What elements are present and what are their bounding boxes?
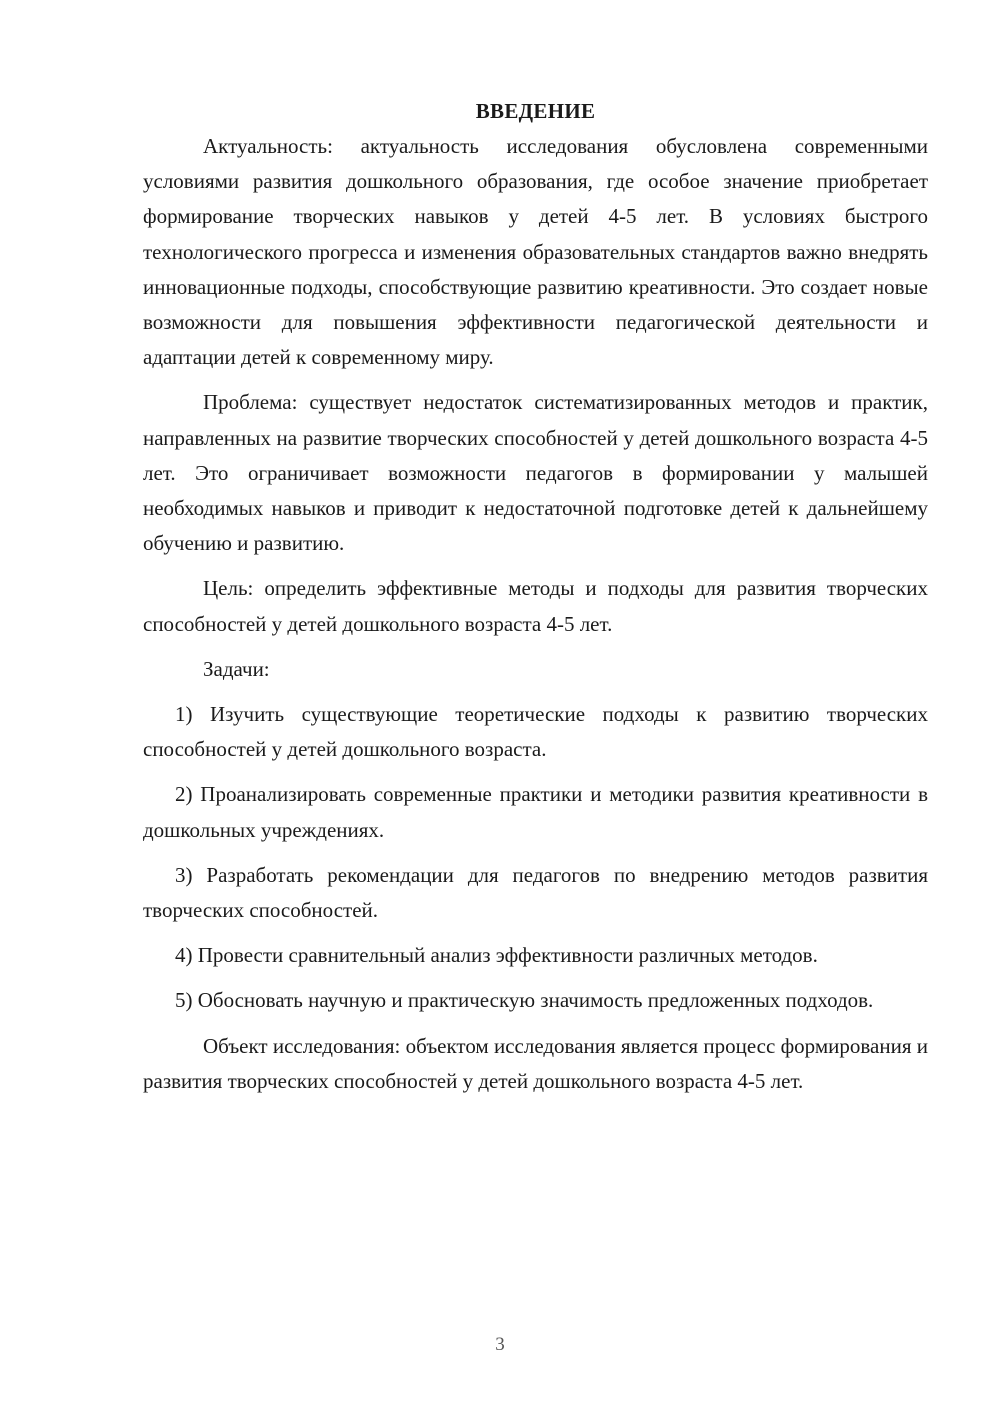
document-page <box>143 94 928 1109</box>
page-number: 3 <box>495 1334 505 1355</box>
goal-paragraph: Цель: определить эффективные методы и подходы для развития творческих способностей у детей дошкольного возраста 4-5 лет. <box>143 576 928 636</box>
task-item-5: 5) Обосновать научную и практическую значимость предложенных подходов. <box>175 988 874 1013</box>
task-item-4: 4) Провести сравнительный анализ эффективности различных методов. <box>175 943 818 968</box>
tasks-heading: Задачи: <box>203 656 270 681</box>
problem-paragraph: Проблема: существует недостаток систематизированных методов и практик, направленных на развитие творческих способностей у детей дошкольного возраста 4-5 лет. Это ограничивает возможности педагогов в формировании у малышей необходимых навыков и приводит к недостаточной подготовке детей к дальнейшему обучению и развитию. <box>143 390 928 556</box>
object-paragraph: Объект исследования: объектом исследования является процесс формирования и развития творческих способностей у детей дошкольного возраста 4-5 лет. <box>143 1033 928 1093</box>
task-item-3: 3) Разработать рекомендации для педагогов по внедрению методов развития творческих способностей. <box>143 862 928 923</box>
task-item-2: 2) Проанализировать современные практики и методики развития креативности в дошкольных учреждениях. <box>143 782 928 842</box>
section-title: ВВЕДЕНИЕ <box>475 99 596 123</box>
relevance-paragraph: Актуальность: актуальность исследования обусловлена современными условиями развития дошкольного образования, где особое значение приобретает формирование творческих навыков у детей 4-5 лет. В условиях быстрого технологического прогресса и изменения образовательных стандартов важно внедрять инновационные подходы, способствующие развитию креативности. Это создает новые возможности для повышения эффективности педагогической деятельности и адаптации детей к современному миру. <box>143 134 928 370</box>
task-item-1: 1) Изучить существующие теоретические подходы к развитию творческих способностей у детей дошкольного возраста. <box>143 702 928 762</box>
